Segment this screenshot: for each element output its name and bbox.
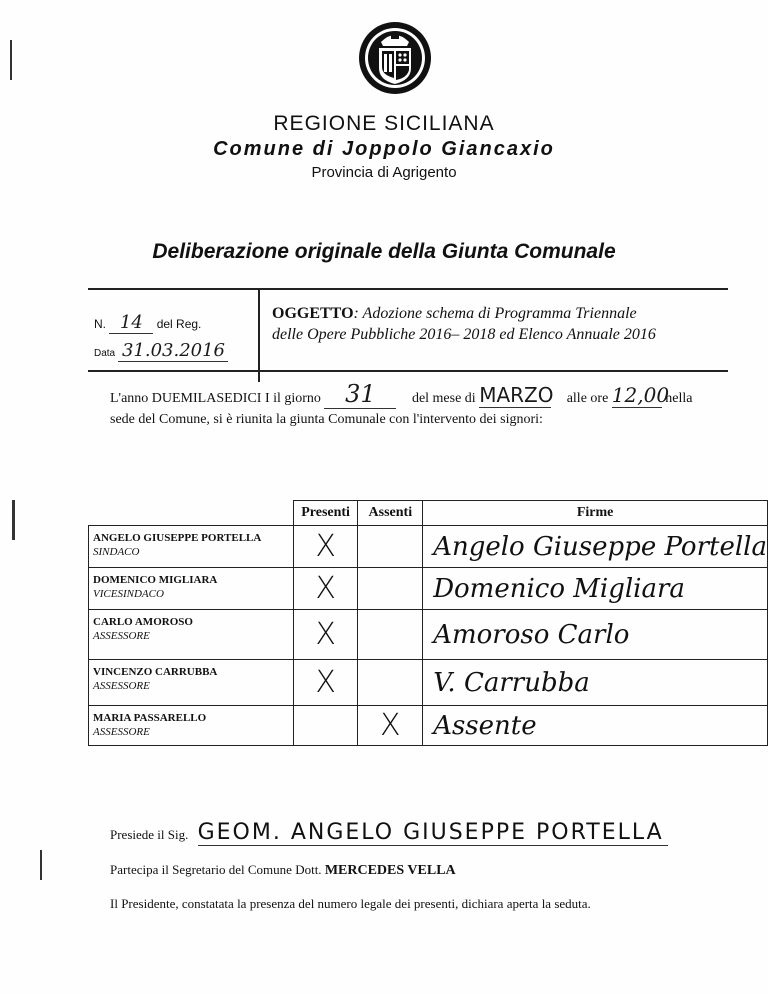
- member-role: ASSESSORE: [93, 680, 150, 692]
- intro-part3: alle ore: [566, 391, 609, 406]
- oggetto-line1: : Adozione schema di Programma Triennale: [353, 305, 637, 322]
- assente-mark: [358, 526, 423, 568]
- table-row: [89, 706, 768, 746]
- intro-line2: sede del Comune, si è riunita la giunta Comunale con l'intervento dei signori:: [110, 412, 543, 427]
- data-label: Data: [94, 348, 116, 359]
- header-presenti: Presenti: [293, 501, 358, 526]
- provincia-heading: Provincia di Agrigento: [311, 164, 457, 181]
- n-value: 14: [109, 312, 153, 334]
- presiede-line: [110, 820, 668, 846]
- presiede-value: GEOM. ANGELO GIUSEPPE PORTELLA: [198, 820, 668, 846]
- member-role: VICESINDACO: [93, 588, 164, 600]
- document-title: Deliberazione originale della Giunta Comunale: [152, 240, 616, 263]
- member-role: ASSESSORE: [93, 726, 150, 738]
- oggetto-block: [272, 303, 752, 345]
- member-role: SINDACO: [93, 546, 140, 558]
- attendance-table: [88, 500, 768, 746]
- signature: V. Carrubba: [423, 660, 768, 706]
- scan-mark: [40, 850, 42, 880]
- assente-mark: X: [358, 706, 423, 746]
- segretario-name: MERCEDES VELLA: [324, 863, 456, 878]
- member-cell: [89, 568, 294, 610]
- assente-mark: [358, 568, 423, 610]
- presente-mark: [293, 706, 358, 746]
- member-name: VINCENZO CARRUBBA: [93, 666, 218, 678]
- bottom-rule: [88, 370, 728, 372]
- scan-mark: [12, 500, 15, 540]
- member-name: DOMENICO MIGLIARA: [93, 574, 218, 586]
- table-header-row: [89, 501, 768, 526]
- table-row: [89, 660, 768, 706]
- intro-part2: del mese di: [411, 391, 476, 406]
- member-cell: [89, 706, 294, 746]
- mese-value: MARZO: [479, 383, 554, 407]
- data-value: 31.03.2016: [118, 340, 228, 362]
- signature: Amoroso Carlo: [423, 610, 768, 660]
- header-assenti: Assenti: [358, 501, 423, 526]
- table-row: [89, 610, 768, 660]
- table-row: [89, 568, 768, 610]
- n-label: N.: [94, 317, 106, 331]
- intro-part4: nella: [665, 391, 693, 406]
- registry-number: [94, 312, 201, 334]
- header-blank: [89, 501, 294, 526]
- presente-mark: X: [293, 660, 358, 706]
- table-row: [89, 526, 768, 568]
- vertical-divider: [258, 288, 260, 382]
- presidente-note: Il Presidente, constatata la presenza del numero legale dei presenti, dichiara aperta la seduta.: [110, 896, 591, 911]
- member-cell: [89, 610, 294, 660]
- scan-mark: [10, 40, 12, 80]
- giorno-value: 31: [324, 380, 396, 409]
- signature: Angelo Giuseppe Portella: [423, 526, 768, 568]
- registry-date: [94, 340, 228, 362]
- header-firme: Firme: [423, 501, 768, 526]
- comune-heading: Comune di Joppolo Giancaxio: [213, 138, 555, 160]
- member-cell: [89, 526, 294, 568]
- assente-mark: [358, 660, 423, 706]
- region-heading: REGIONE SICILIANA: [273, 112, 495, 135]
- presente-mark: X: [293, 526, 358, 568]
- segretario-line: [110, 862, 456, 879]
- oggetto-line2: delle Opere Pubbliche 2016– 2018 ed Elenco Annuale 2016: [272, 326, 656, 343]
- presente-mark: X: [293, 610, 358, 660]
- reg-label: del Reg.: [156, 317, 202, 331]
- comune-coat-of-arms-icon: [357, 20, 433, 96]
- member-name: MARIA PASSARELLO: [93, 712, 207, 724]
- member-role: ASSESSORE: [93, 630, 150, 642]
- presiede-label: Presiede il Sig.: [110, 827, 189, 842]
- signature: Assente: [423, 706, 768, 746]
- member-name: ANGELO GIUSEPPE PORTELLA: [93, 532, 262, 544]
- assente-mark: [358, 610, 423, 660]
- ore-value: 12,00: [611, 383, 670, 407]
- member-name: CARLO AMOROSO: [93, 616, 193, 628]
- member-cell: [89, 660, 294, 706]
- intro-line1: [110, 380, 693, 409]
- oggetto-label: OGGETTO: [272, 305, 354, 322]
- top-rule: [88, 288, 728, 290]
- segretario-text: Partecipa il Segretario del Comune Dott.: [110, 862, 322, 877]
- intro-part1: L'anno DUEMILASEDICI I il giorno: [110, 391, 321, 406]
- signature: Domenico Migliara: [423, 568, 768, 610]
- presente-mark: X: [293, 568, 358, 610]
